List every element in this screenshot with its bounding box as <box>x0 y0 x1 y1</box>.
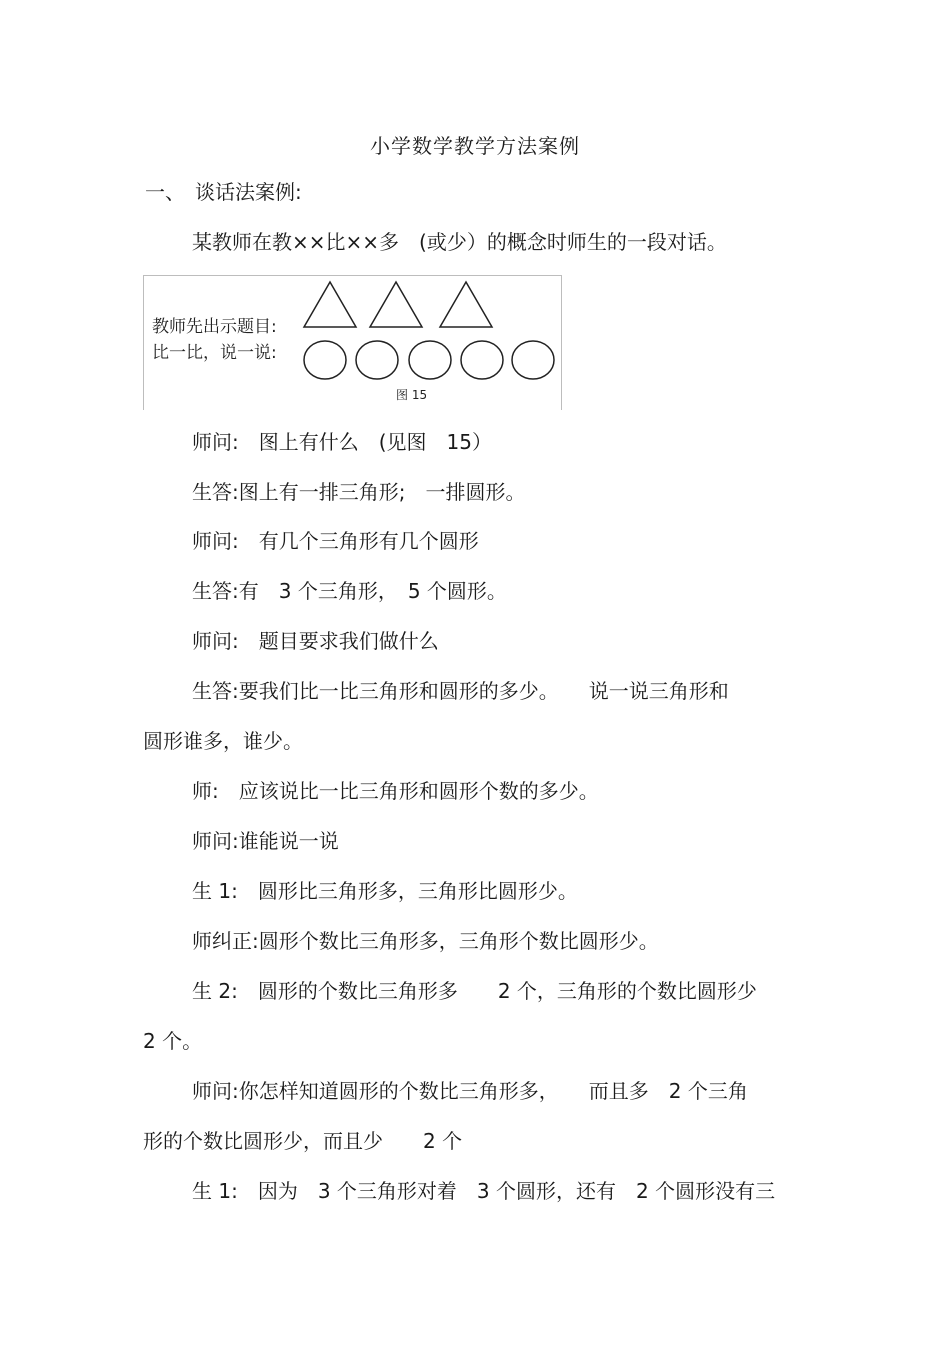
intro-paragraph: 某教师在教××比××多 (或少）的概念时师生的一段对话。 <box>192 230 727 254</box>
dialogue-line: 圆形谁多，谁少。 <box>143 729 303 753</box>
dialogue-line: 生答:有 3 个三角形， 5 个圆形。 <box>192 579 507 603</box>
figure-shapes <box>144 276 561 410</box>
circle-shape <box>512 341 554 379</box>
dialogue-line: 生 1: 圆形比三角形多，三角形比圆形少。 <box>192 879 578 903</box>
triangle-shape <box>370 282 422 327</box>
dialogue-line: 生 2: 圆形的个数比三角形多 2 个，三角形的个数比圆形少 <box>192 979 757 1003</box>
dialogue-line: 形的个数比圆形少，而且少 2 个 <box>143 1129 463 1153</box>
dialogue-line: 生 1: 因为 3 个三角形对着 3 个圆形，还有 2 个圆形没有三 <box>192 1179 776 1203</box>
section-heading: 一、 谈话法案例: <box>145 180 302 204</box>
dialogue-line: 生答:图上有一排三角形; 一排圆形。 <box>192 480 526 504</box>
dialogue-line: 2 个。 <box>143 1029 203 1053</box>
dialogue-line: 师问: 图上有什么 (见图 15） <box>192 430 492 454</box>
dialogue-line: 师问: 题目要求我们做什么 <box>192 629 439 653</box>
triangle-shape <box>440 282 492 327</box>
circle-shape <box>304 341 346 379</box>
dialogue-line: 生答:要我们比一比三角形和圆形的多少。 说一说三角形和 <box>192 679 729 703</box>
triangle-shape <box>304 282 356 327</box>
figure-label-line2: 比一比，说一说: <box>152 343 277 363</box>
dialogue-line: 师纠正:圆形个数比三角形多，三角形个数比圆形少。 <box>192 929 659 953</box>
dialogue-line: 师: 应该说比一比三角形和圆形个数的多少。 <box>192 779 599 803</box>
dialogue-line: 师问: 有几个三角形有几个圆形 <box>192 529 479 553</box>
circle-shape <box>461 341 503 379</box>
figure-15 <box>143 275 562 410</box>
figure-label-line1: 教师先出示题目: <box>152 317 277 337</box>
circle-shape <box>409 341 451 379</box>
circle-shape <box>356 341 398 379</box>
figure-caption: 图 15 <box>396 388 428 402</box>
document-title: 小学数学教学方法案例 <box>370 134 580 158</box>
dialogue-line: 师问:谁能说一说 <box>192 829 339 853</box>
dialogue-line: 师问:你怎样知道圆形的个数比三角形多， 而且多 2 个三角 <box>192 1079 748 1103</box>
